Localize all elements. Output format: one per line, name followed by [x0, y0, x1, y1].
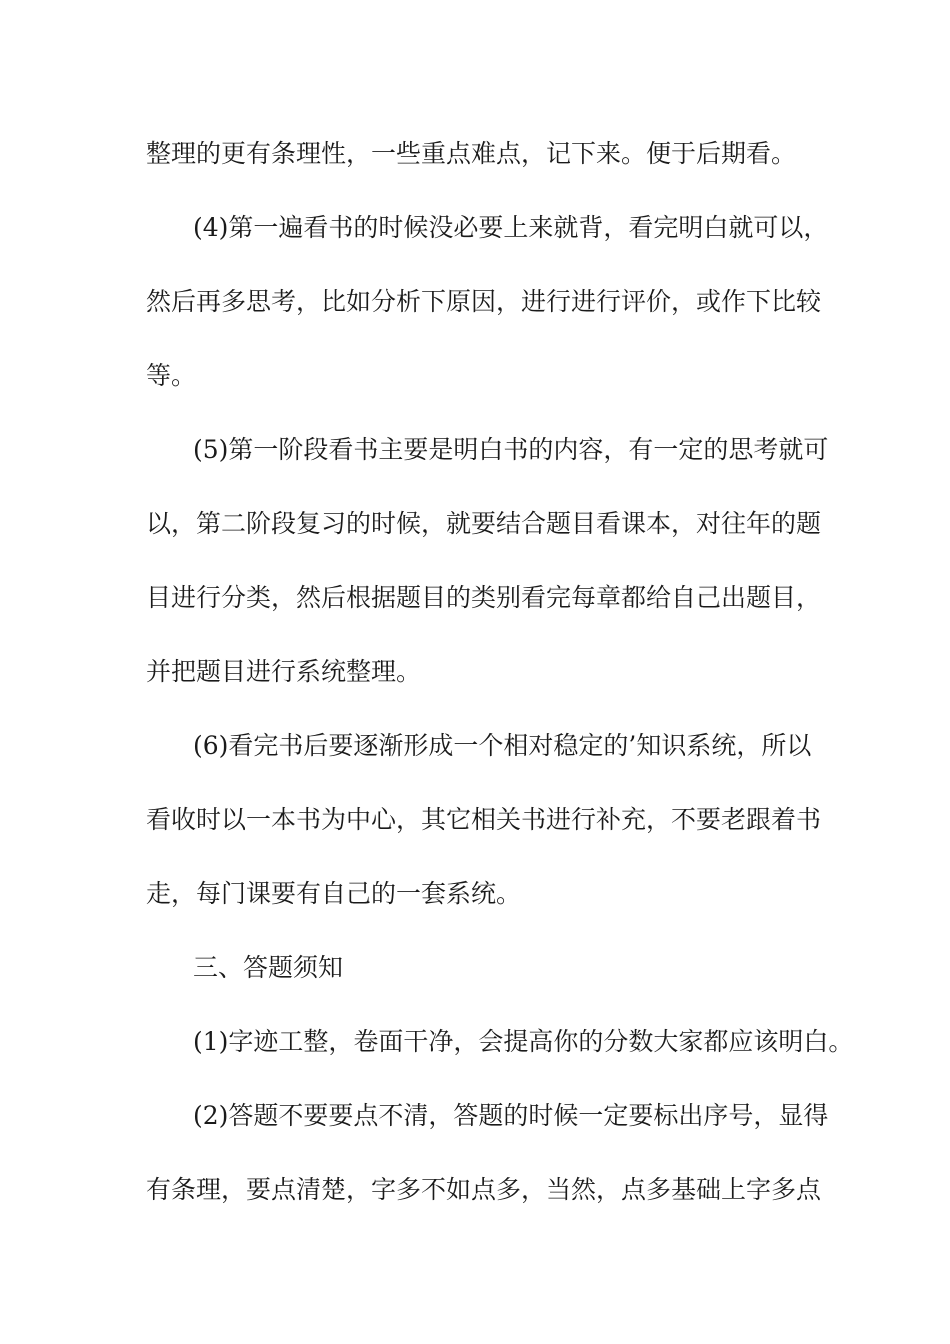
text-line: 等。 [146, 361, 197, 390]
text-line: 并把题目进行系统整理。 [146, 657, 422, 686]
text-line: 然后再多思考，比如分析下原因，进行进行评价，或作下比较 [146, 287, 822, 316]
section-heading: 三、答题须知 [193, 953, 344, 982]
text-line: 走，每门课要有自己的一套系统。 [146, 879, 522, 908]
text-line: 整理的更有条理性，一些重点难点，记下来。便于后期看。 [146, 139, 797, 168]
text-line: 以，第二阶段复习的时候，就要结合题目看课本，对往年的题 [146, 509, 822, 538]
text-line: 有条理，要点清楚，字多不如点多，当然，点多基础上字多点 [146, 1175, 822, 1204]
text-line: (6)看完书后要逐渐形成一个相对稳定的’知识系统，所以 [193, 731, 812, 760]
text-line: (2)答题不要要点不清，答题的时候一定要标出序号，显得 [193, 1101, 829, 1130]
text-line: (5)第一阶段看书主要是明白书的内容，有一定的思考就可 [193, 435, 829, 464]
text-line: 目进行分类，然后根据题目的类别看完每章都给自己出题目， [146, 583, 822, 612]
text-line: 看收时以一本书为中心，其它相关书进行补充，不要老跟着书 [146, 805, 822, 834]
text-line: (1)字迹工整，卷面干净，会提高你的分数大家都应该明白。 [193, 1027, 854, 1056]
text-line: (4)第一遍看书的时候没必要上来就背，看完明白就可以， [193, 213, 829, 242]
